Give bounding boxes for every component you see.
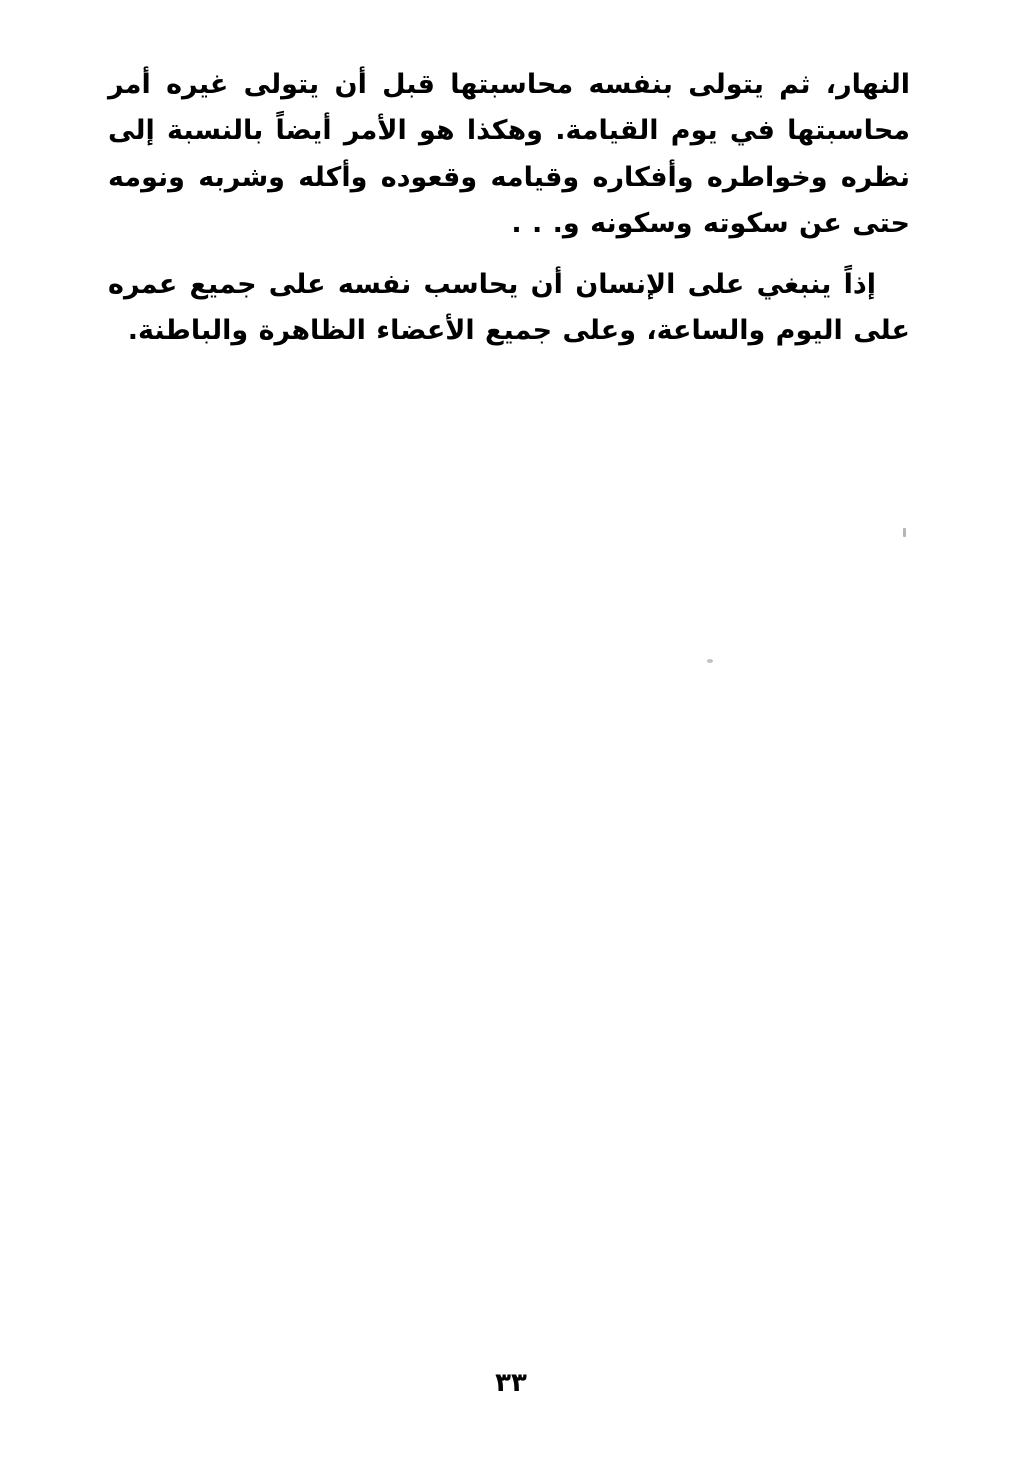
body-text	[108, 62, 910, 355]
paragraph-1: النهار، ثم يتولى بنفسه محاسبتها قبل أن يتولى غيره أمر محاسبتها في يوم القيامة. وهكذا هو الأمر أيضاً بالنسبة إلى نظره وخواطره وأفكاره وقيامه وقعوده وأكله وشربه ونومه حتى عن سكوته وسكونه و. . .	[108, 69, 910, 240]
page-number: ٣٣	[495, 1368, 527, 1398]
paragraph-2: إذاً ينبغي على الإنسان أن يحاسب نفسه على جميع عمره على اليوم والساعة، وعلى جميع الأعضاء الظاهرة والباطنة.	[108, 268, 910, 347]
scan-artifact-mark	[903, 528, 906, 537]
scan-artifact-dot	[707, 659, 713, 663]
